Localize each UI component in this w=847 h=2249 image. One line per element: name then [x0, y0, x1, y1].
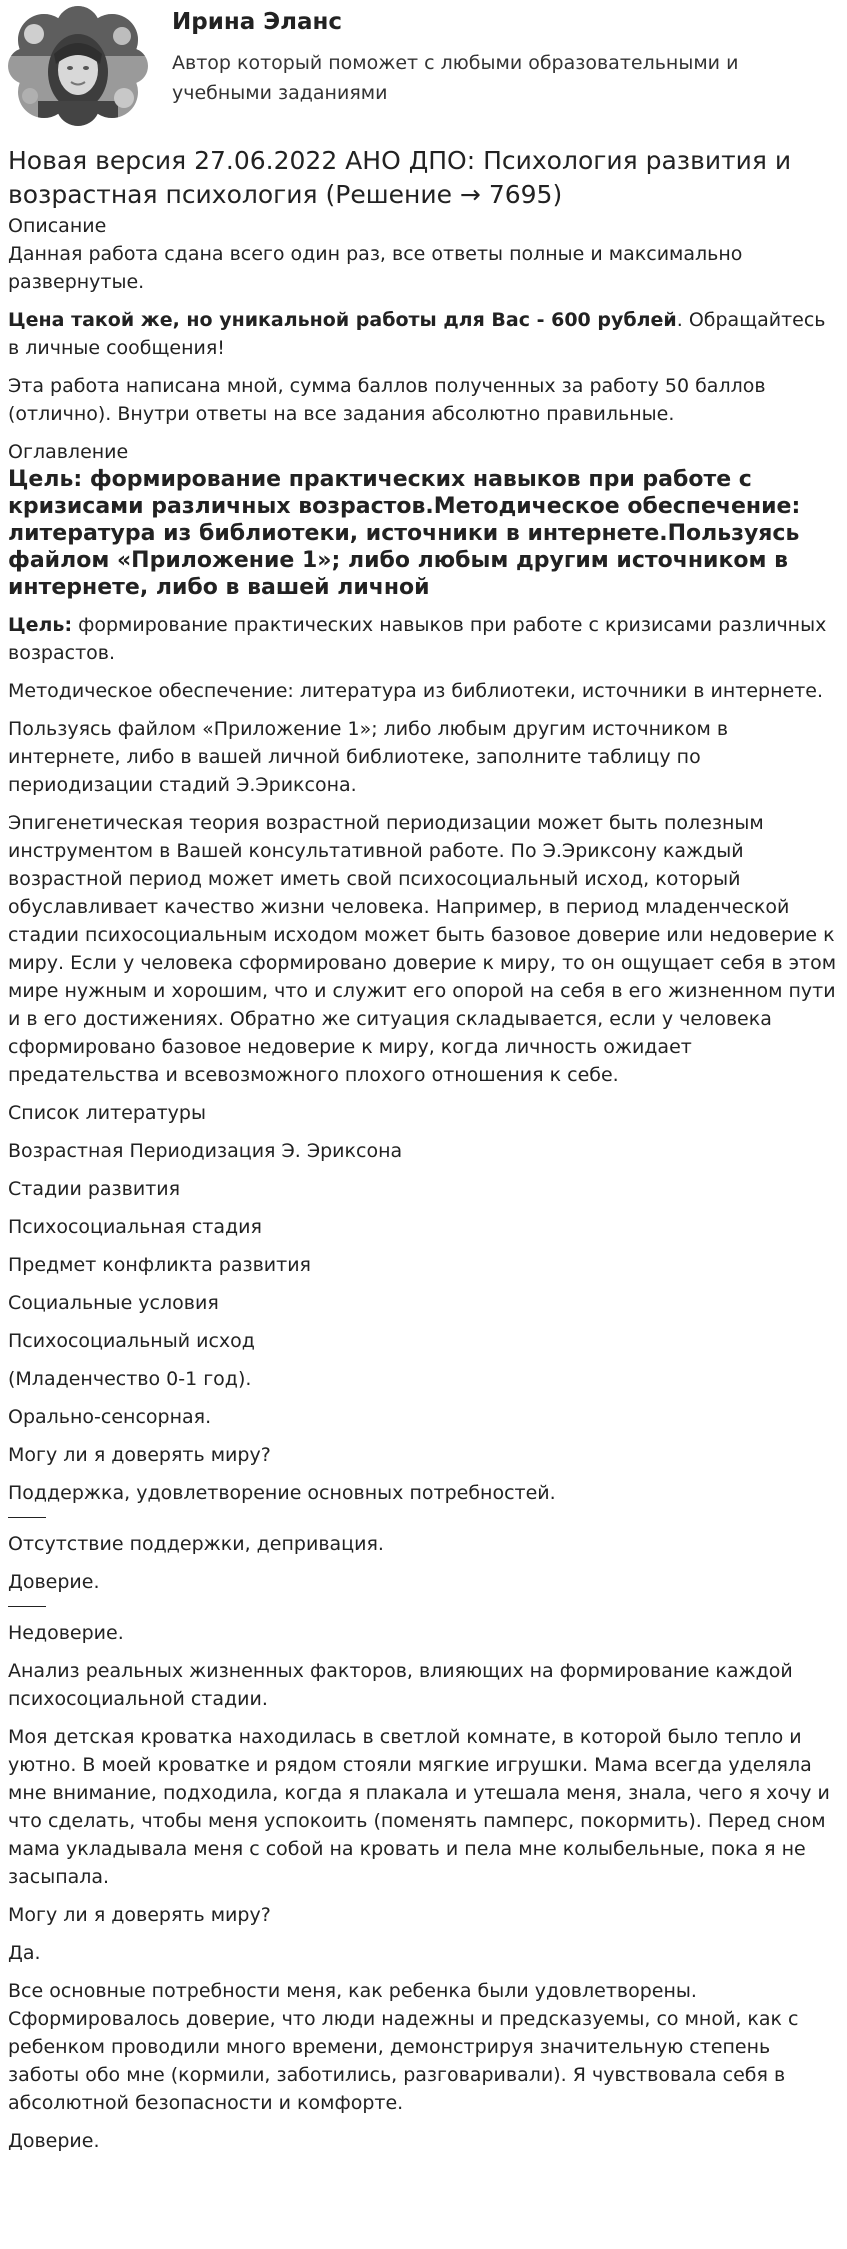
- content-line: Орально-сенсорная.: [8, 1406, 212, 1428]
- content-line: Поддержка, удовлетворение основных потребностей.: [8, 1482, 556, 1504]
- description-text: Данная работа сдана всего один раз, все ответы полные и максимально развернутые.: [8, 243, 743, 293]
- content-line: Да.: [8, 1942, 41, 1964]
- content-paragraph: Эпигенетическая теория возрастной периодизации может быть полезным инструментом в Вашей консультативной работе. По Э.Эриксону каждый возрастной период может иметь свой психосоциальный исход, который обуславливает качество жизни человека. Например, в период младенческой стадии психосоциальным исходом может быть базовое доверие или недоверие к миру. Если у человека сформировано доверие к миру, то он ощущает себя в этом мире нужным и хорошим, что и служит его опорой на себя в его жизненном пути и в его достижениях. Обратно же ситуация складывается, если у человека сформировано базовое недоверие к миру, когда личность ожидает предательства и всевозможного плохого отношения к себе.: [8, 812, 837, 1086]
- content-line: Возрастная Периодизация Э. Эриксона: [8, 1140, 403, 1162]
- content-line: Доверие.: [8, 2130, 100, 2152]
- content-line: Предмет конфликта развития: [8, 1254, 311, 1276]
- goal-bold: Цель:: [8, 614, 73, 636]
- goal-rest: формирование практических навыков при работе с кризисами различных возрастов.: [8, 614, 827, 664]
- content-paragraph: Методическое обеспечение: литература из библиотеки, источники в интернете.: [8, 680, 823, 702]
- bibliography-heading: Список литературы: [8, 1102, 206, 1124]
- content-line: Социальные условия: [8, 1292, 219, 1314]
- author-info: [172, 0, 772, 108]
- content-line: Недоверие.: [8, 1622, 124, 1644]
- content-paragraph: Моя детская кроватка находилась в светлой комнате, в которой было тепло и уютно. В моей кроватке и рядом стояли мягкие игрушки. Мама всегда уделяла мне внимание, подходила, когда я плакала и утешала меня, знала, чего я хочу и что сделать, чтобы меня успокоить (поменять памперс, покормить). Перед сном мама укладывала меня с собой на кровать и пела мне колыбельные, пока я не засыпала.: [8, 1726, 830, 1888]
- price-rest: . Обращайтесь в личные сообщения!: [8, 309, 826, 359]
- toc-label: Оглавление: [8, 441, 129, 463]
- price-bold: Цена такой же, но уникальной работы для Вас - 600 рублей: [8, 309, 677, 331]
- author-card: [8, 0, 837, 132]
- content-paragraph: Анализ реальных жизненных факторов, влияющих на формирование каждой психосоциальной стадии.: [8, 1660, 793, 1710]
- content-line: Отсутствие поддержки, депривация.: [8, 1533, 384, 1555]
- price-paragraph: [8, 306, 837, 362]
- author-name[interactable]: Ирина Эланс: [172, 9, 343, 35]
- author-description: Автор который поможет с любыми образовательными и учебными заданиями: [172, 52, 739, 104]
- description-label: Описание: [8, 215, 107, 237]
- toc-heading: Цель: формирование практических навыков при работе с кризисами различных возрастов.Методическое обеспечение: литература из библиотеки, источники в интернете.Пользуясь файлом «Приложение 1»; либо любым другим источником в интернете, либо в вашей личной: [8, 467, 801, 600]
- content-line: Могу ли я доверять миру?: [8, 1444, 271, 1466]
- page-title: Новая версия 27.06.2022 АНО ДПО: Психология развития и возрастная психология (Решение → 7695): [8, 146, 792, 209]
- author-avatar[interactable]: [8, 6, 148, 126]
- content-line: Психосоциальная стадия: [8, 1216, 262, 1238]
- content-line: Психосоциальный исход: [8, 1330, 255, 1352]
- divider: [8, 1517, 46, 1518]
- content-paragraph: Пользуясь файлом «Приложение 1»; либо любым другим источником в интернете, либо в вашей личной библиотеке, заполните таблицу по периодизации стадий Э.Эриксона.: [8, 718, 729, 796]
- content-line: Стадии развития: [8, 1178, 181, 1200]
- content-line: Доверие.: [8, 1571, 100, 1593]
- content-paragraph: Все основные потребности меня, как ребенка были удовлетворены. Сформировалось доверие, что люди надежны и предсказуемы, со мной, как с ребенком проводили много времени, демонстрируя значительную степень заботы обо мне (кормили, заботились, разговаривали). Я чувствовала себя в абсолютной безопасности и комфорте.: [8, 1980, 799, 2114]
- divider: [8, 1606, 46, 1607]
- goal-paragraph: [8, 611, 837, 667]
- content-line: Могу ли я доверять миру?: [8, 1904, 271, 1926]
- avatar-image: [8, 6, 148, 126]
- content-line: (Младенчество 0-1 год).: [8, 1368, 252, 1390]
- about-work-text: Эта работа написана мной, сумма баллов полученных за работу 50 баллов (отлично). Внутри ответы на все задания абсолютно правильные.: [8, 375, 766, 425]
